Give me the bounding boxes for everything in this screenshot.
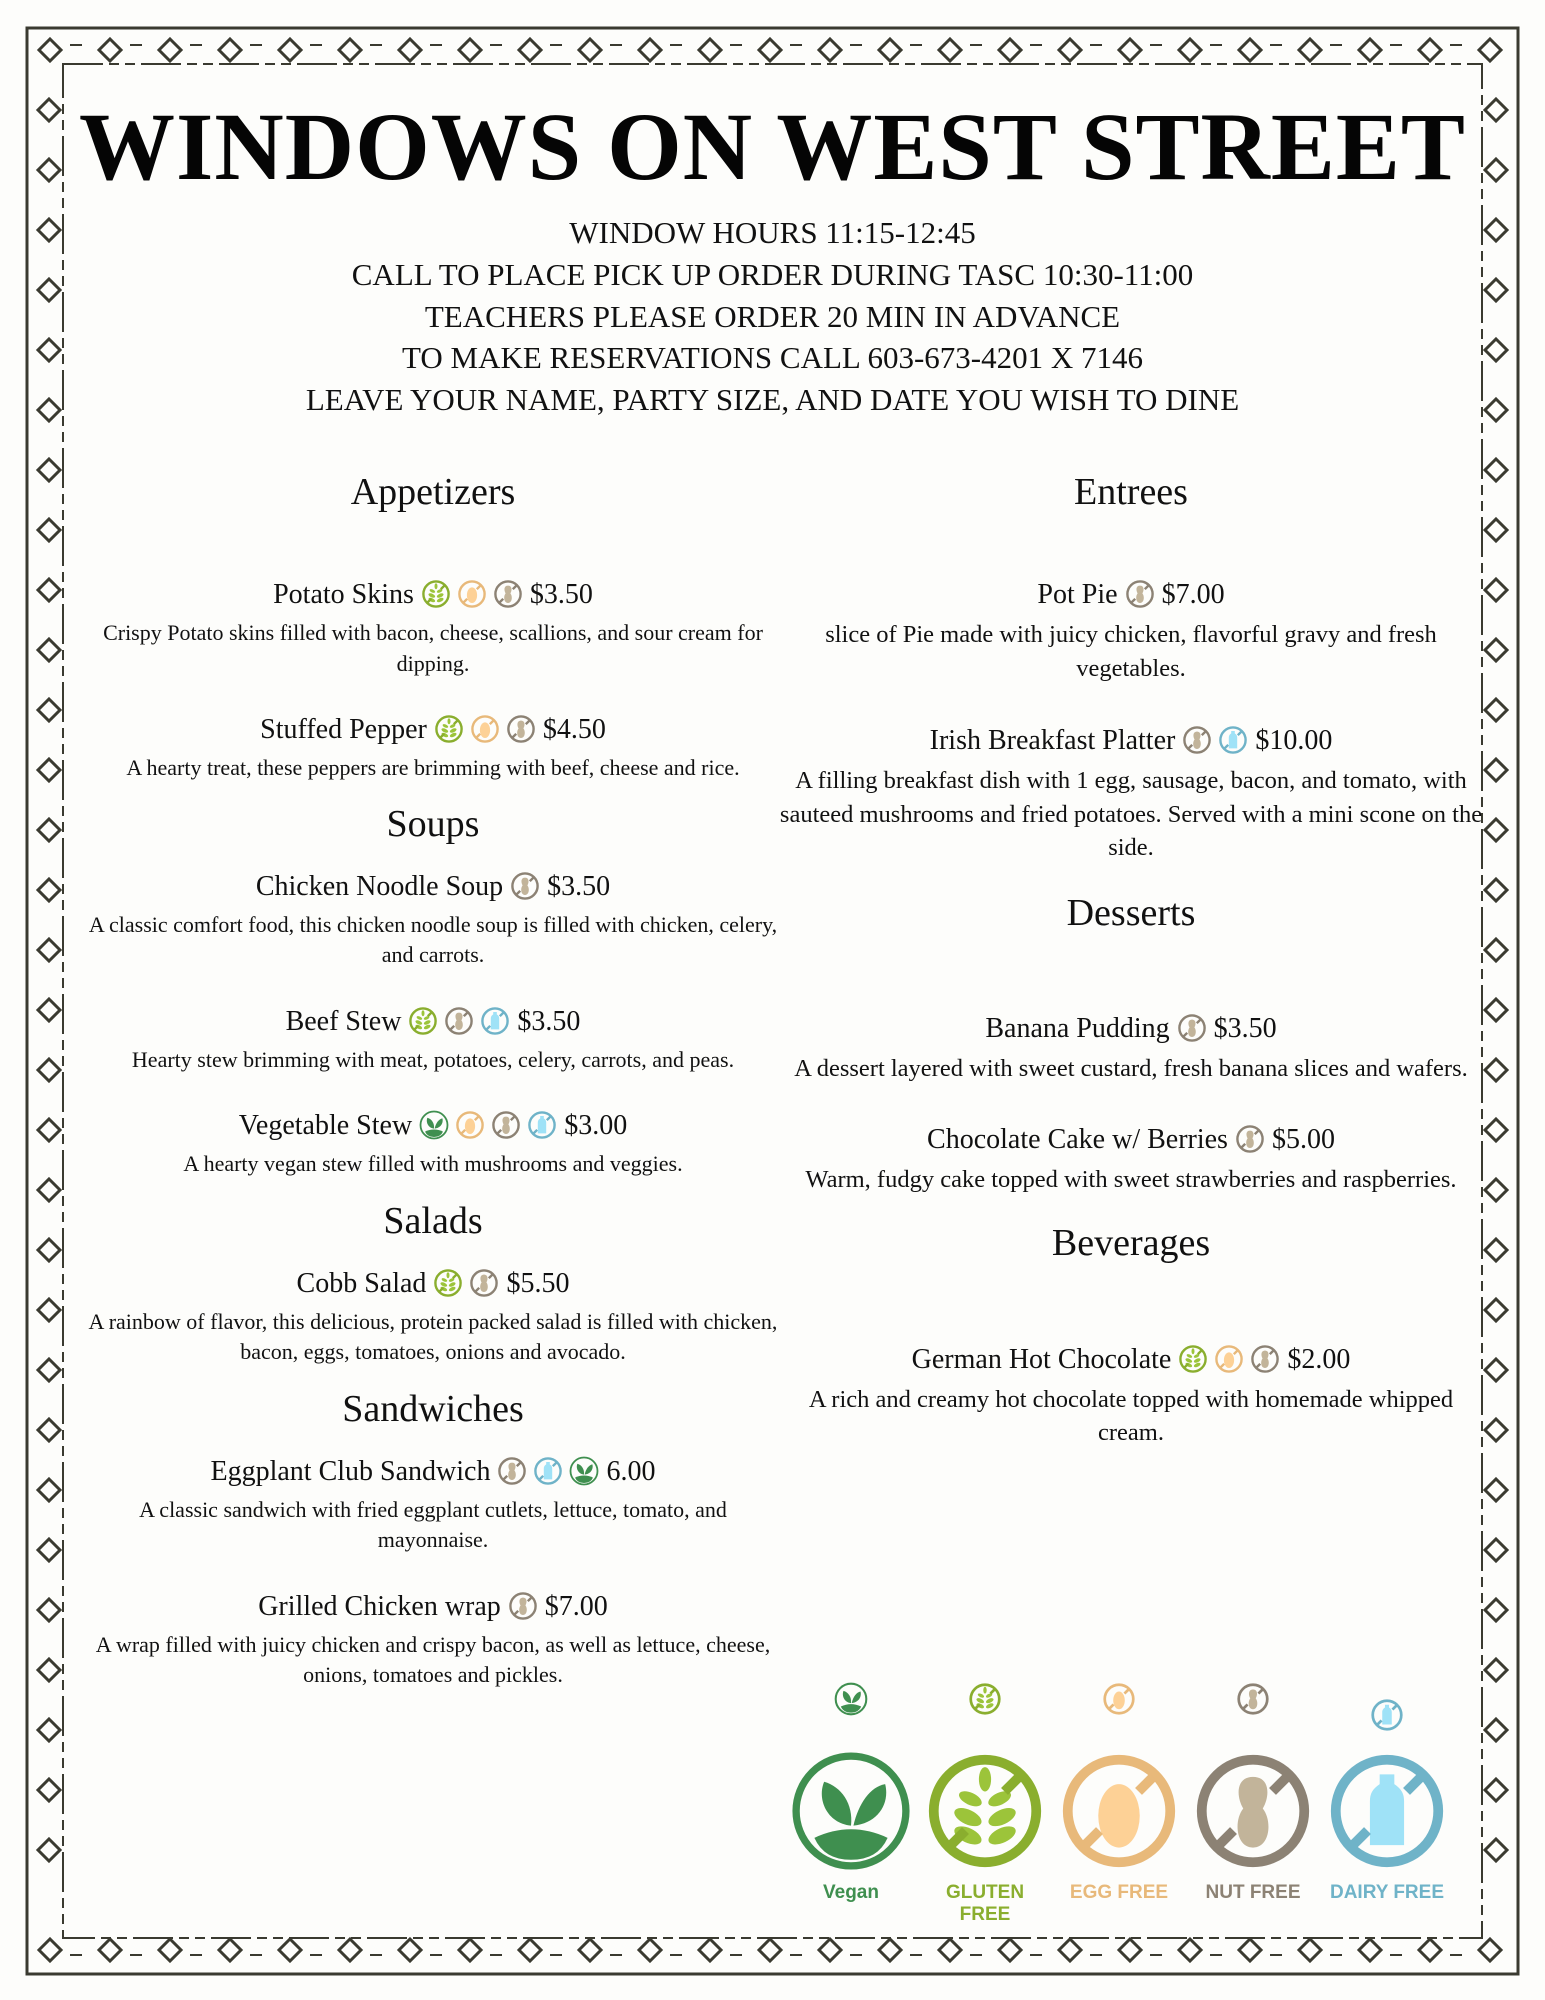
nut-free-icon <box>506 714 536 744</box>
menu-item <box>78 578 788 679</box>
nut-free-icon <box>497 1456 527 1486</box>
item-price: $4.50 <box>542 714 606 745</box>
item-price: $5.50 <box>506 1267 570 1299</box>
dietary-legend <box>786 1682 1476 1925</box>
menu-item <box>771 1012 1491 1086</box>
info-line: CALL TO PLACE PICK UP ORDER DURING TASC 10:30-11:00 <box>351 256 1194 292</box>
nut-free-icon <box>491 1110 521 1140</box>
item-name-line <box>78 1455 788 1495</box>
item-name: Cobb Salad <box>296 1267 427 1299</box>
dietary-icons <box>416 1110 560 1149</box>
item-name-line <box>771 1343 1491 1383</box>
dietary-icons <box>1174 1013 1210 1052</box>
item-name-line <box>771 1123 1491 1163</box>
menu-item <box>771 724 1491 865</box>
section-heading-beverages: Beverages <box>1051 1221 1211 1264</box>
gluten-free-icon <box>421 579 451 609</box>
dietary-icons <box>418 579 526 618</box>
legend-gluten <box>920 1682 1050 1926</box>
nut-free-icon-large <box>1188 1750 1318 1876</box>
dietary-icons <box>1122 579 1158 618</box>
dietary-icons <box>1179 725 1251 764</box>
nut-free-icon <box>469 1268 499 1298</box>
item-name: Potato Skins <box>273 579 414 610</box>
nut-free-icon <box>493 579 523 609</box>
dietary-icons <box>505 1591 541 1630</box>
dietary-icons <box>430 1268 502 1307</box>
section-heading-desserts: Desserts <box>1066 891 1196 934</box>
info-block <box>0 212 1545 421</box>
section-heading-soups: Soups <box>386 802 480 845</box>
menu-item <box>771 1123 1491 1197</box>
gluten-free-icon <box>920 1682 1050 1742</box>
legend-label: GLUTEN FREE <box>945 1882 1025 1925</box>
item-description: A dessert layered with sweet custard, fresh banana slices and wafers. <box>794 1054 1468 1082</box>
item-description: A wrap filled with juicy chicken and crispy bacon, as well as lettuce, cheese, onions, tomatoes and pickles. <box>95 1631 771 1687</box>
menu-item <box>78 1005 788 1076</box>
dietary-icons <box>1175 1344 1283 1383</box>
dairy-free-icon <box>480 1006 510 1036</box>
vegan-icon <box>569 1456 599 1486</box>
item-name: Chicken Noodle Soup <box>255 870 504 902</box>
dairy-free-icon <box>1322 1682 1452 1742</box>
legend-label: DAIRY FREE <box>1329 1882 1445 1903</box>
item-price: $5.00 <box>1271 1124 1335 1155</box>
section-heading-appetizers: Appetizers <box>350 471 516 513</box>
menu-item <box>78 1455 788 1556</box>
menu-column-left <box>78 470 788 1691</box>
info-line: WINDOW HOURS 11:15-12:45 <box>569 215 976 250</box>
egg-free-icon <box>1054 1682 1184 1742</box>
gluten-free-icon-large <box>920 1750 1050 1876</box>
item-description: A rainbow of flavor, this delicious, protein packed salad is filled with chicken, bacon, eggs, tomatoes, onions and avocado. <box>88 1308 778 1364</box>
restaurant-title: WINDOWS ON WEST STREET <box>79 93 1466 200</box>
dairy-free-icon <box>527 1110 557 1140</box>
item-name: German Hot Chocolate <box>911 1343 1172 1375</box>
section-heading-sandwiches: Sandwiches <box>342 1387 524 1430</box>
dairy-free-icon <box>533 1456 563 1486</box>
item-name-line <box>771 1012 1491 1052</box>
nut-free-icon <box>1235 1124 1265 1154</box>
item-description: A hearty vegan stew filled with mushrooms and veggies. <box>183 1151 683 1176</box>
item-price: $7.00 <box>544 1590 608 1622</box>
legend-egg <box>1054 1682 1184 1904</box>
legend-label: Vegan <box>823 1882 879 1903</box>
gluten-free-icon <box>408 1006 438 1036</box>
item-description: A filling breakfast dish with 1 egg, sausage, bacon, and tomato, with sauteed mushrooms and fried potatoes. Served with a mini scone on the side. <box>779 767 1483 861</box>
item-name: Banana Pudding <box>985 1012 1170 1044</box>
item-name: Irish Breakfast Platter <box>929 725 1176 756</box>
item-description: Crispy Potato skins filled with bacon, cheese, scallions, and sour cream for dipping. <box>103 620 763 676</box>
vegan-icon-large <box>786 1750 916 1876</box>
legend-dairy <box>1322 1682 1452 1904</box>
item-name: Eggplant Club Sandwich <box>210 1455 491 1487</box>
item-name-line <box>78 1590 788 1630</box>
item-name-line <box>78 1005 788 1045</box>
dietary-icons <box>507 871 543 910</box>
legend-nut <box>1188 1682 1318 1904</box>
gluten-free-icon <box>433 1268 463 1298</box>
menu-item <box>78 1109 788 1180</box>
egg-free-icon <box>470 714 500 744</box>
item-description: slice of Pie made with juicy chicken, flavorful gravy and fresh vegetables. <box>825 621 1437 682</box>
item-price: $10.00 <box>1255 725 1333 756</box>
item-name-line <box>78 1267 788 1307</box>
item-name-line <box>771 724 1491 764</box>
item-name: Stuffed Pepper <box>260 714 427 745</box>
menu-column-right <box>771 470 1491 1450</box>
item-name: Vegetable Stew <box>238 1110 413 1141</box>
dietary-icons <box>494 1456 602 1495</box>
section-heading-entrees: Entrees <box>1074 471 1188 513</box>
item-price: $3.50 <box>1213 1012 1277 1044</box>
egg-free-icon <box>1214 1344 1244 1374</box>
menu-item <box>78 1267 788 1368</box>
info-line: TEACHERS PLEASE ORDER 20 MIN IN ADVANCE <box>424 298 1121 334</box>
item-price: $2.00 <box>1287 1343 1351 1375</box>
gluten-free-icon <box>434 714 464 744</box>
item-name-line <box>771 578 1491 618</box>
item-price: $7.00 <box>1161 579 1225 610</box>
item-name-line <box>78 713 788 753</box>
item-name: Beef Stew <box>285 1005 402 1037</box>
item-price: $3.50 <box>529 579 593 610</box>
menu-item <box>78 870 788 971</box>
item-description: A classic sandwich with fried eggplant cutlets, lettuce, tomato, and mayonnaise. <box>139 1496 727 1552</box>
item-name: Grilled Chicken wrap <box>258 1590 501 1622</box>
item-description: A hearty treat, these peppers are brimming with beef, cheese and rice. <box>126 755 740 780</box>
menu-item <box>771 578 1491 685</box>
nut-free-icon <box>508 1591 538 1621</box>
egg-free-icon <box>455 1110 485 1140</box>
legend-label: NUT FREE <box>1205 1882 1301 1903</box>
nut-free-icon <box>1250 1344 1280 1374</box>
item-price: 6.00 <box>606 1455 656 1487</box>
section-heading-salads: Salads <box>383 1199 483 1242</box>
item-price: $3.50 <box>517 1005 581 1037</box>
nut-free-icon <box>1177 1013 1207 1043</box>
item-description: Hearty stew brimming with meat, potatoes, celery, carrots, and peas. <box>131 1046 735 1072</box>
nut-free-icon <box>1188 1682 1318 1742</box>
dairy-free-icon <box>1218 725 1248 755</box>
item-description: A rich and creamy hot chocolate topped with homemade whipped cream. <box>808 1385 1454 1446</box>
item-name: Chocolate Cake w/ Berries <box>927 1124 1228 1155</box>
item-price: $3.00 <box>564 1110 628 1141</box>
menu-item <box>78 713 788 784</box>
info-line: TO MAKE RESERVATIONS CALL 603-673-4201 X 7146 <box>402 340 1143 376</box>
vegan-icon <box>419 1110 449 1140</box>
dairy-free-icon-large <box>1322 1750 1452 1876</box>
item-name-line <box>78 1109 788 1149</box>
item-name-line <box>78 578 788 618</box>
menu-item <box>771 1343 1491 1450</box>
nut-free-icon <box>1182 725 1212 755</box>
egg-free-icon <box>457 579 487 609</box>
dietary-icons <box>405 1006 513 1045</box>
info-line: LEAVE YOUR NAME, PARTY SIZE, AND DATE YOU WISH TO DINE <box>305 382 1240 418</box>
vegan-icon <box>786 1682 916 1742</box>
dietary-icons <box>1232 1124 1268 1163</box>
item-name-line <box>78 870 788 910</box>
nut-free-icon <box>444 1006 474 1036</box>
item-name: Pot Pie <box>1037 579 1118 610</box>
nut-free-icon <box>1125 579 1155 609</box>
nut-free-icon <box>510 871 540 901</box>
menu-item <box>78 1590 788 1691</box>
egg-free-icon-large <box>1054 1750 1184 1876</box>
item-description: Warm, fudgy cake topped with sweet strawberries and raspberries. <box>805 1166 1457 1193</box>
dietary-icons <box>431 714 539 753</box>
gluten-free-icon <box>1178 1344 1208 1374</box>
legend-vegan <box>786 1682 916 1904</box>
item-price: $3.50 <box>547 870 611 902</box>
item-description: A classic comfort food, this chicken noodle soup is filled with chicken, celery, and carrots. <box>88 911 778 967</box>
legend-label: EGG FREE <box>1069 1882 1169 1903</box>
